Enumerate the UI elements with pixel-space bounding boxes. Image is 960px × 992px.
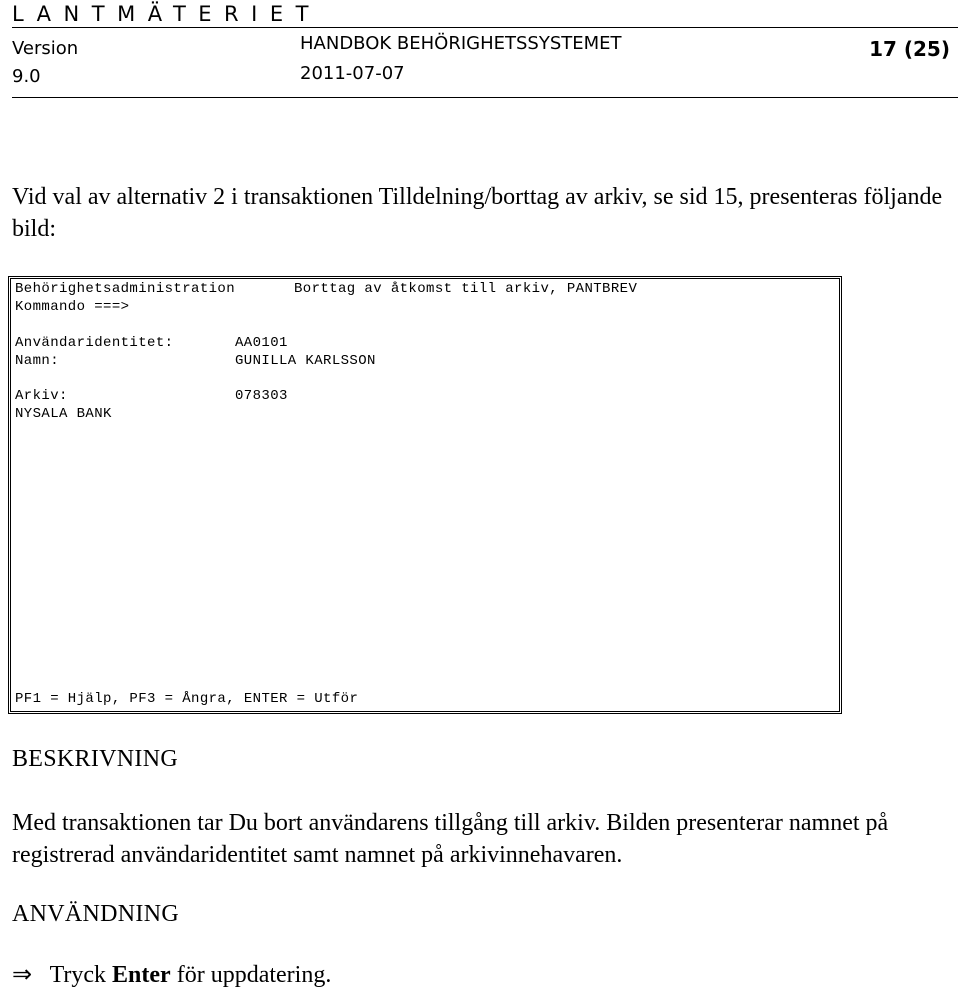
user-id-value: AA0101 xyxy=(235,335,288,351)
usage-heading: ANVÄNDNING xyxy=(12,901,179,927)
header-bottom-divider xyxy=(12,97,958,98)
usage-text-after: för uppdatering. xyxy=(176,962,332,988)
archive-value: 078303 xyxy=(235,388,288,404)
usage-instruction xyxy=(12,961,331,989)
document-date: 2011-07-07 xyxy=(300,63,405,84)
header-divider xyxy=(12,27,958,28)
page-number: 17 (25) xyxy=(869,37,950,61)
screen-title: Borttag av åtkomst till arkiv, PANTBREV xyxy=(294,281,638,297)
archive-holder: NYSALA BANK xyxy=(15,406,112,422)
usage-text-before: Tryck xyxy=(49,962,107,988)
document-title: HANDBOK BEHÖRIGHETSSYSTEMET xyxy=(300,33,622,54)
double-right-arrow-icon: ⇒ xyxy=(12,962,33,988)
description-heading: BESKRIVNING xyxy=(12,746,178,772)
archive-label: Arkiv: xyxy=(15,388,68,404)
name-label: Namn: xyxy=(15,353,60,369)
organization-name: LANTMÄTERIET xyxy=(12,2,321,26)
version-label: Version xyxy=(12,38,79,59)
user-id-label: Användaridentitet: xyxy=(15,335,174,351)
intro-text: Vid val av alternativ 2 i transaktionen Tilldelning/borttag av arkiv, se sid 15, presenteras följande bild: xyxy=(12,184,943,242)
app-name: Behörighetsadministration xyxy=(15,281,236,297)
version-number: 9.0 xyxy=(12,66,41,87)
command-prompt[interactable]: Kommando ===> xyxy=(15,299,130,315)
description-text: Med transaktionen tar Du bort användarens tillgång till arkiv. Bilden presenterar namnet på registrerad användaridentitet samt namnet på arkivinnehavaren. xyxy=(12,810,889,868)
enter-key: Enter xyxy=(112,962,171,988)
terminal-screen xyxy=(8,276,842,714)
name-value: GUNILLA KARLSSON xyxy=(235,353,376,369)
function-keys: PF1 = Hjälp, PF3 = Ångra, ENTER = Utför xyxy=(15,691,359,707)
